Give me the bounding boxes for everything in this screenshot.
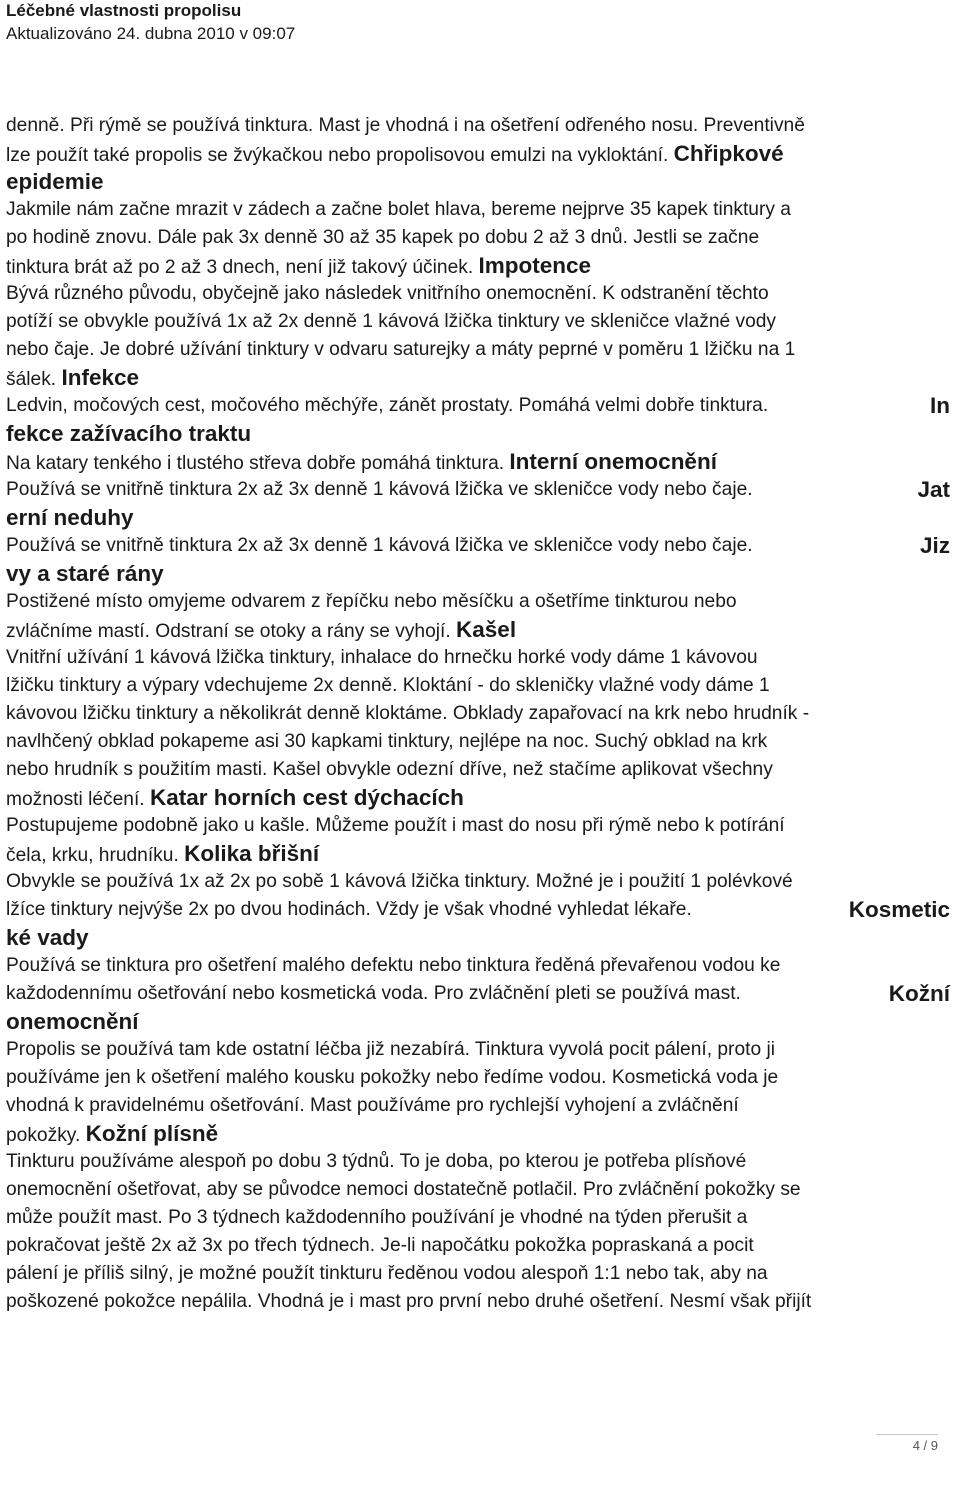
- paragraph-text: čela, krku, hrudníku.: [6, 845, 185, 866]
- paragraph-text: nebo čaje. Je dobré užívání tinktury v odvaru saturejky a máty peprné v poměru 1 lžičku na 1: [6, 339, 796, 360]
- text-line: [6, 1232, 950, 1260]
- paragraph-text: Používá se vnitřně tinktura 2x až 3x denně 1 kávová lžička ve skleničce vody nebo čaje.: [6, 535, 753, 556]
- text-line: [6, 112, 950, 140]
- text-line: [6, 784, 950, 812]
- text-line: [6, 588, 950, 616]
- text-line: [6, 812, 950, 840]
- paragraph-text: poškozené pokožce nepálila. Vhodná je i mast pro první nebo druhé ošetření. Nesmí však přijít: [6, 1291, 812, 1312]
- paragraph-text: zvláčníme mastí. Odstraní se otoky a rány se vyhojí.: [6, 621, 457, 642]
- paragraph-text: Používá se tinktura pro ošetření malého defektu nebo tinktura ředěná převařenou vodou ke: [6, 955, 781, 976]
- text-line: [6, 1176, 950, 1204]
- document-header: [6, 0, 295, 46]
- paragraph-text: šálek.: [6, 369, 62, 390]
- document-body: [6, 112, 950, 1316]
- text-line: [6, 560, 950, 588]
- paragraph-text: Jakmile nám začne mrazit v zádech a začne bolet hlava, bereme nejprve 35 kapek tinktury a: [6, 199, 791, 220]
- paragraph-text: Postupujeme podobně jako u kašle. Můžeme použít i mast do nosu při rýmě nebo k potírání: [6, 815, 785, 836]
- section-heading: Infekce: [61, 365, 140, 390]
- text-line: [6, 1148, 950, 1176]
- update-date: Aktualizováno 24. dubna 2010 v 09:07: [6, 24, 296, 43]
- section-heading: Interní onemocnění: [509, 449, 717, 474]
- paragraph-text: Propolis se používá tam kde ostatní léčba již nezabírá. Tinktura vyvolá pocit pálení, proto ji: [6, 1039, 775, 1060]
- text-line: [6, 1120, 950, 1148]
- text-line: [6, 1288, 950, 1316]
- text-line: [6, 728, 950, 756]
- footer-divider: [876, 1434, 938, 1435]
- text-line: [6, 308, 950, 336]
- section-heading: Impotence: [478, 253, 592, 278]
- paragraph-text: potíží se obvykle používá 1x až 2x denně 1 kávová lžička tinktury ve skleničce vlažné vody: [6, 311, 777, 332]
- text-line: [6, 840, 950, 868]
- text-line: [6, 168, 950, 196]
- section-heading: ké vady: [6, 925, 89, 950]
- paragraph-text: nebo hrudník s použitím masti. Kašel obvykle odezní dříve, než stačíme aplikovat všechny: [6, 759, 773, 780]
- text-line: [6, 280, 950, 308]
- paragraph-text: možnosti léčení.: [6, 789, 150, 810]
- paragraph-text: denně. Při rýmě se používá tinktura. Mast je vhodná i na ošetření odřeného nosu. Preventivně: [6, 115, 805, 136]
- text-line: [6, 700, 950, 728]
- paragraph-text: Vnitřní užívání 1 kávová lžička tinktury, inhalace do hrnečku horké vody dáme 1 kávovou: [6, 647, 758, 668]
- text-line: [6, 364, 950, 392]
- paragraph-text: kávovou lžičku tinktury a několikrát denně kloktáme. Obklady zapařovací na krk nebo hrudník -: [6, 703, 810, 724]
- text-line: [6, 1092, 950, 1120]
- text-line: [6, 672, 950, 700]
- text-line: [6, 952, 950, 980]
- text-line: [6, 756, 950, 784]
- text-line: [6, 924, 950, 952]
- section-heading: Kožní: [888, 981, 950, 1006]
- paragraph-text: Používá se vnitřně tinktura 2x až 3x denně 1 kávová lžička ve skleničce vody nebo čaje.: [6, 479, 753, 500]
- section-heading: Kosmetic: [848, 897, 950, 922]
- paragraph-text: Tinkturu používáme alespoň po dobu 3 týdnů. To je doba, po kterou je potřeba plísňové: [6, 1151, 747, 1172]
- text-line: [6, 252, 950, 280]
- text-line: [6, 1260, 950, 1288]
- section-heading: Katar horních cest dýchacích: [149, 785, 464, 810]
- paragraph-text: Postižené místo omyjeme odvarem z řepíčku nebo měsíčku a ošetříme tinkturou nebo: [6, 591, 737, 612]
- paragraph-text: Bývá různého původu, obyčejně jako následek vnitřního onemocnění. K odstranění těchto: [6, 283, 769, 304]
- text-line: [6, 644, 950, 672]
- paragraph-text: onemocnění ošetřovat, aby se původce nemoci dostatečně potlačil. Pro zvláčnění pokožky se: [6, 1179, 801, 1200]
- text-line: [6, 392, 950, 420]
- text-line: [6, 476, 950, 504]
- section-heading: Jiz: [919, 533, 950, 558]
- section-heading: Chřipkové: [673, 141, 784, 166]
- text-line: [6, 868, 950, 896]
- paragraph-text: pokračovat ještě 2x až 3x po třech týdnech. Je-li napočátku pokožka popraskaná a pocit: [6, 1235, 754, 1256]
- text-line: [6, 196, 950, 224]
- paragraph-text: používáme jen k ošetření malého kousku pokožky nebo ředíme vodou. Kosmetická voda je: [6, 1067, 779, 1088]
- paragraph-text: Na katary tenkého i tlustého střeva dobře pomáhá tinktura.: [6, 453, 510, 474]
- section-heading: Kožní plísně: [85, 1121, 219, 1146]
- text-line: [6, 448, 950, 476]
- paragraph-text: lžičku tinktury a výpary vdechujeme 2x denně. Kloktání - do skleničky vlažné vody dáme 1: [6, 675, 770, 696]
- paragraph-text: může použít mast. Po 3 týdnech každodenního používání je vhodné na týden přerušit a: [6, 1207, 748, 1228]
- paragraph-text: navlhčený obklad pokapeme asi 30 kapkami tinktury, nejlépe na noc. Suchý obklad na krk: [6, 731, 768, 752]
- text-line: [6, 532, 950, 560]
- text-line: [6, 1064, 950, 1092]
- text-line: [6, 896, 950, 924]
- document-title: Léčebné vlastnosti propolisu: [6, 1, 242, 20]
- paragraph-text: pálení je příliš silný, je možné použít tinkturu ředěnou vodou alespoň 1:1 nebo tak, aby na: [6, 1263, 768, 1284]
- section-heading: Jat: [917, 477, 950, 502]
- text-line: [6, 1036, 950, 1064]
- paragraph-text: každodennímu ošetřování nebo kosmetická voda. Pro zvláčnění pleti se používá mast.: [6, 983, 741, 1004]
- paragraph-text: pokožky.: [6, 1125, 86, 1146]
- section-heading: vy a staré rány: [6, 561, 164, 586]
- paragraph-text: lze použít také propolis se žvýkačkou nebo propolisovou emulzi na vykloktání.: [6, 145, 674, 166]
- section-heading: In: [930, 393, 950, 418]
- section-heading: erní neduhy: [6, 505, 134, 530]
- paragraph-text: po hodině znovu. Dále pak 3x denně 30 až 35 kapek po dobu 2 až 3 dnů. Jestli se začne: [6, 227, 760, 248]
- text-line: [6, 140, 950, 168]
- paragraph-text: Obvykle se používá 1x až 2x po sobě 1 kávová lžička tinktury. Možné je i použití 1 polévkové: [6, 871, 793, 892]
- section-heading: fekce zažívacího traktu: [6, 421, 252, 446]
- paragraph-text: lžíce tinktury nejvýše 2x po dvou hodinách. Vždy je však vhodné vyhledat lékaře.: [6, 899, 692, 920]
- text-line: [6, 1008, 950, 1036]
- paragraph-text: Ledvin, močových cest, močového měchýře, zánět prostaty. Pomáhá velmi dobře tinktura.: [6, 395, 769, 416]
- text-line: [6, 224, 950, 252]
- text-line: [6, 504, 950, 532]
- paragraph-text: tinktura brát až po 2 až 3 dnech, není již takový účinek.: [6, 257, 479, 278]
- text-line: [6, 616, 950, 644]
- text-line: [6, 336, 950, 364]
- section-heading: onemocnění: [6, 1009, 139, 1034]
- section-heading: epidemie: [6, 169, 104, 194]
- page-number: 4 / 9: [912, 1438, 938, 1453]
- text-line: [6, 1204, 950, 1232]
- section-heading: Kolika břišní: [184, 841, 320, 866]
- paragraph-text: vhodná k pravidelnému ošetřování. Mast používáme pro rychlejší vyhojení a zvláčnění: [6, 1095, 739, 1116]
- text-line: [6, 420, 950, 448]
- section-heading: Kašel: [456, 617, 517, 642]
- text-line: [6, 980, 950, 1008]
